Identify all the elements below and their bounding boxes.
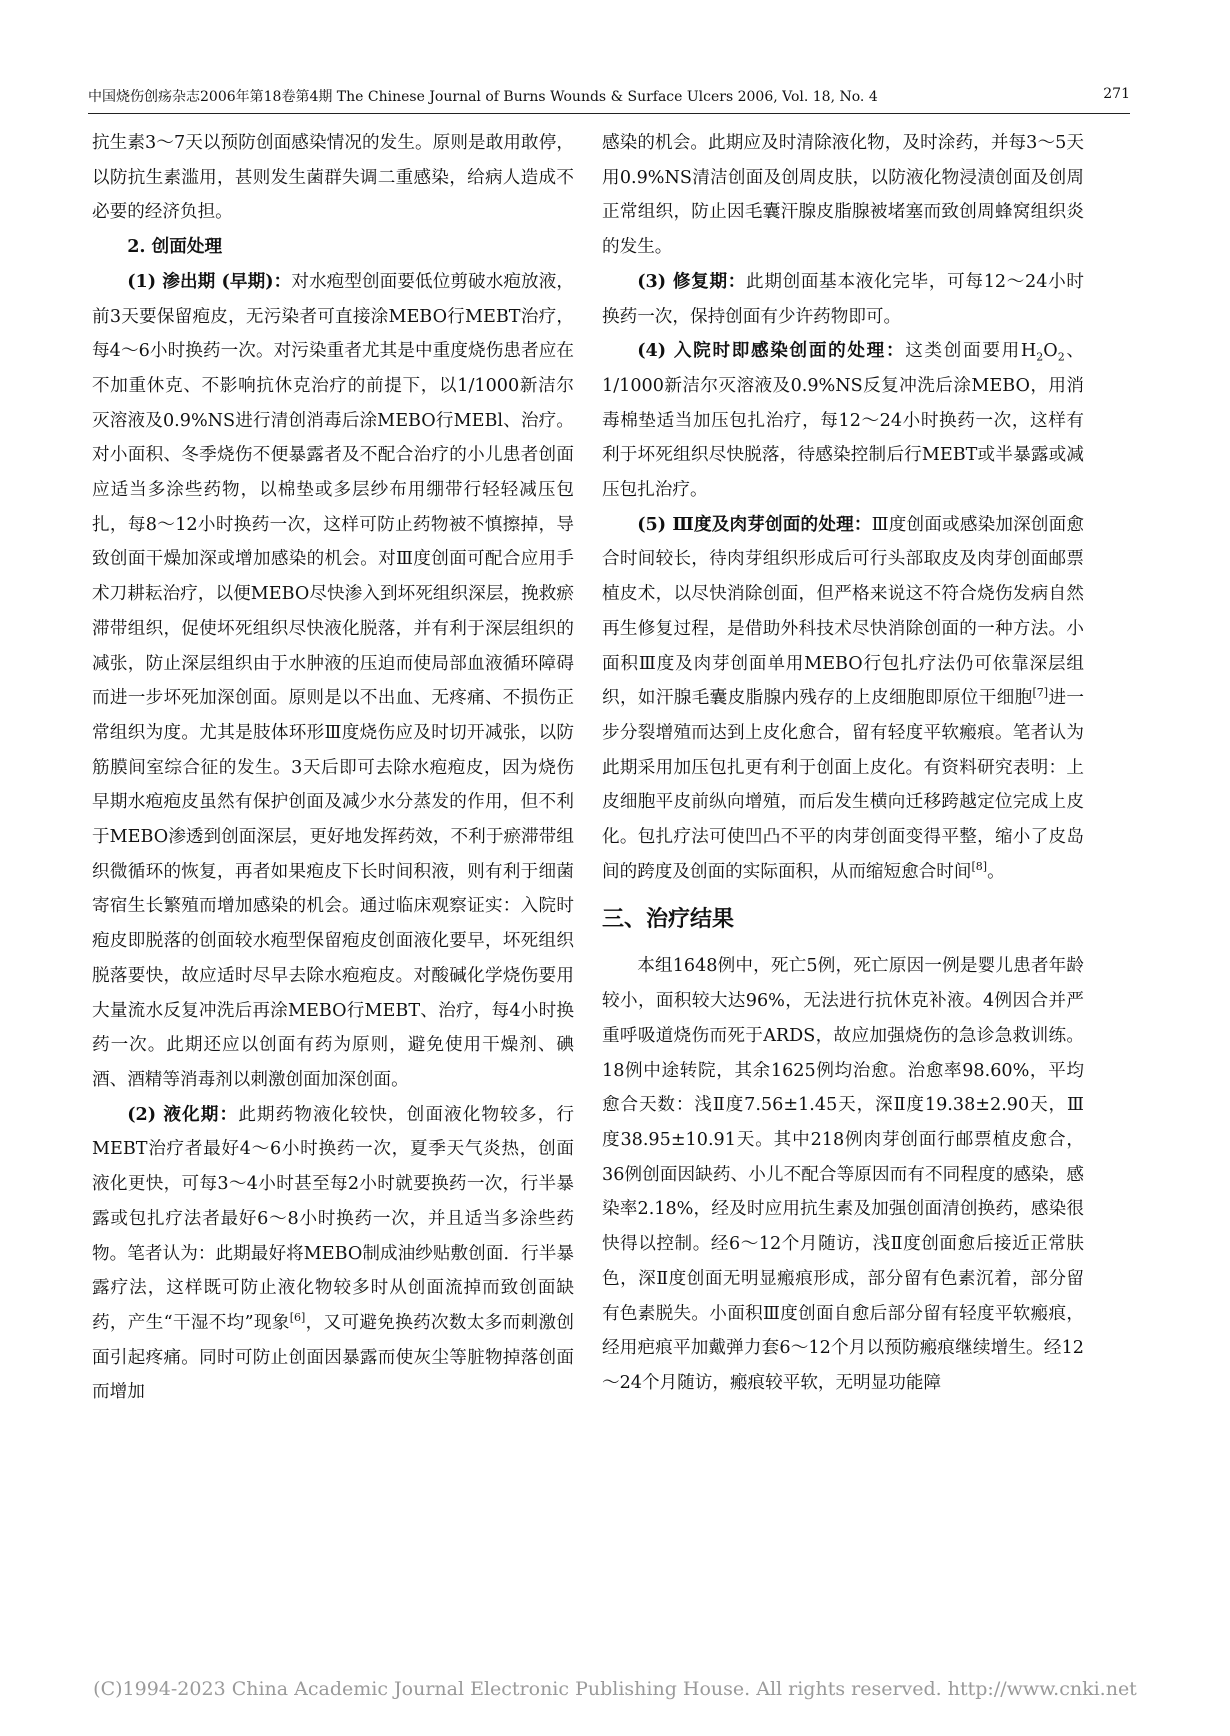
paragraph-lead: (4) 入院时即感染创面的处理： — [637, 340, 906, 362]
copyright-footer: (C)1994-2023 China Academic Journal Electronic Publishing House. All rights reserved. http://www.cnki.net — [93, 1678, 1137, 1700]
citation: [8] — [971, 859, 988, 873]
paragraph: 抗生素3～7天以预防创面感染情况的发生。原则是敢用敢停，以防抗生素滥用，甚则发生菌群失调二重感染，给病人造成不必要的经济负担。 — [92, 133, 574, 223]
paragraph-text: ，又可避免换药次数太多而刺激创面引起疼痛。同时可防止创面因暴露而使灰尘等脏物掉落创面而增加 — [92, 1312, 574, 1403]
subscript: 2 — [1036, 350, 1044, 364]
subscript: 2 — [1057, 350, 1065, 364]
paragraph: 感染的机会。此期应及时清除液化物，及时涂药，并每3～5天用0.9%NS清洁创面及创周皮肤，以防液化物浸渍创面及创周正常组织，防止因毛囊汗腺皮脂腺被堵塞而致创周蜂窝组织炎的发生。 — [602, 133, 1084, 258]
running-header — [88, 86, 1130, 116]
paragraph — [92, 1098, 574, 1410]
paragraph-text: 对水疱型创面要低位剪破水疱放液，前3天要保留疱皮，无污染者可直接涂MEBO行MEBT治疗，每4～6小时换药一次。对污染重者尤其是中重度烧伤患者应在不加重休克、不影响抗休克治疗的前提下，以1/1000新洁尔灭溶液及0.9%NS进行清创消毒后涂MEBO行MEBl、治疗。对小面积、冬季烧伤不便暴露者及不配合治疗的小儿患者创面应适当多涂些药物，以棉垫或多层纱布用绷带行轻轻减压包扎，每8～12小时换药一次，这样可防止药物被不慎擦掉，导致创面干燥加深或增加感染的机会。对Ⅲ度创面可配合应用手术刀耕耘治疗，以便MEBO尽快渗入到坏死组织深层，挽救瘀滞带组织，促使坏死组织尽快液化脱落，并有利于深层组织的减张，防止深层组织由于水肿液的压迫而使局部血液循环障碍而进一步坏死加深创面。原则是以不出血、无疼痛、不损伤正常组织为度。尤其是肢体环形Ⅲ度烧伤应及时切开减张，以防筋膜间室综合征的发生。3天后即可去除水疱疱皮，因为烧伤早期水疱疱皮虽然有保护创面及减少水分蒸发的作用，但不利于MEBO渗透到创面深层，更好地发挥药效，不利于瘀滞带组织微循环的恢复，再者如果疱皮下长时间积液，则有利于细菌寄宿生长繁殖而增加感染的机会。通过临床观察证实：入院时疱皮即脱落的创面较水疱型保留疱皮创面液化要早，坏死组织脱落要快，故应适时尽早去除水疱疱皮。对酸碱化学烧伤要用大量流水反复冲洗后再涂MEBO行MEBT、治疗，每4小时换药一次。此期还应以创面有药为原则，避免使用干燥剂、碘酒、酒精等消毒剂以刺激创面加深创面。 — [92, 271, 574, 1090]
paragraph: 本组1648例中，死亡5例，死亡原因一例是婴儿患者年龄较小，面积较大达96%，无法进行抗休克补液。4例因合并严重呼吸道烧伤而死于ARDS，故应加强烧伤的急诊急救训练。18例中途转院，其余1625例均治愈。治愈率98.60%，平均愈合天数：浅Ⅱ度7.56±1.45天，深Ⅱ度19.38±2.90天，Ⅲ度38.95±10.91天。其中218例肉芽创面行邮票植皮愈合，36例创面因缺药、小儿不配合等原因而有不同程度的感染，感染率2.18%，经及时应用抗生素及加强创面清创换药，感染很快得以控制。经6～12个月随访，浅Ⅱ度创面愈后接近正常肤色，深Ⅱ度创面无明显瘢痕形成，部分留有色素沉着，部分留有色素脱失。小面积Ⅲ度创面自愈后部分留有轻度平软瘢痕，经用疤痕平加戴弹力套6～12个月以预防瘢痕继续增生。经12～24个月随访，瘢痕较平软，无明显功能障 — [602, 956, 1084, 1393]
right-column — [602, 126, 1084, 1401]
paragraph-text: 这类创面要用H — [905, 341, 1037, 362]
paragraph — [602, 334, 1084, 508]
paragraph-text: 、1/1000新洁尔灭溶液及0.9%NS反复冲洗后涂MEBO，用消毒棉垫适当加压包扎治疗，每12～24小时换药一次，这样有利于坏死组织尽快脱落，待感染控制后行MEBT或半暴露或减压包扎治疗。 — [602, 341, 1084, 501]
paragraph-lead: (1) 渗出期 (早期)： — [127, 270, 292, 292]
header-rule — [88, 113, 1130, 114]
paragraph-lead: (3) 修复期： — [637, 270, 747, 292]
citation: [6] — [289, 1311, 306, 1325]
paragraph-text: 进一步分裂增殖而达到上皮化愈合，留有轻度平软瘢痕。笔者认为此期采用加压包扎更有利于创面上皮化。有资料研究表明：上皮细胞平皮前纵向增殖，而后发生横向迁移跨越定位完成上皮化。包扎疗法可使凹凸不平的肉芽创面变得平整，缩小了皮岛间的跨度及创面的实际面积，从而缩短愈合时间 — [602, 688, 1084, 882]
paragraph — [602, 265, 1084, 334]
section-heading: 三、治疗结果 — [602, 907, 735, 933]
paragraph-text: Ⅲ度创面或感染加深创面愈合时间较长，待肉芽组织形成后可行头部取皮及肉芽创面邮票植皮术，以尽快消除创面，但严格来说这不符合烧伤发病自然再生修复过程，是借助外科技术尽快消除创面的一种方法。小面积Ⅲ度及肉芽创面单用MEBO行包扎疗法仍可依靠深层组织，如汗腺毛囊皮脂腺内残存的上皮细胞即原位干细胞 — [602, 514, 1084, 709]
paragraph-text: 此期药物液化较快，创面液化物较多，行MEBT治疗者最好4～6小时换药一次，夏季天气炎热，创面液化更快，可每3～4小时甚至每2小时就要换药一次，行半暴露或包扎疗法者最好6～8小时换药一次，并且适当多涂些药物。笔者认为：此期最好将MEBO制成油纱贴敷创面．行半暴露疗法，这样既可防止液化物较多时从创面流掉而致创面缺药，产生“干湿不均”现象 — [92, 1104, 574, 1333]
paragraph-text: 此期创面基本液化完毕，可每12～24小时换药一次，保持创面有少许药物即可。 — [602, 271, 1084, 327]
citation: [7] — [1032, 686, 1049, 700]
subsection-heading: 2. 创面处理 — [127, 236, 223, 258]
page-number: 271 — [1103, 86, 1130, 102]
paragraph-text: 。 — [987, 861, 1005, 882]
paragraph — [92, 265, 574, 1098]
paragraph — [602, 508, 1084, 890]
left-column — [92, 126, 574, 1410]
journal-title: 中国烧伤创疡杂志2006年第18卷第4期 The Chinese Journal of Burns Wounds & Surface Ulcers 2006, Vol. 18, No. 4 — [88, 89, 878, 105]
paragraph-text: O — [1043, 341, 1058, 362]
paragraph-lead: (5) Ⅲ度及肉芽创面的处理： — [637, 513, 872, 535]
paragraph-lead: (2) 液化期： — [127, 1103, 239, 1125]
